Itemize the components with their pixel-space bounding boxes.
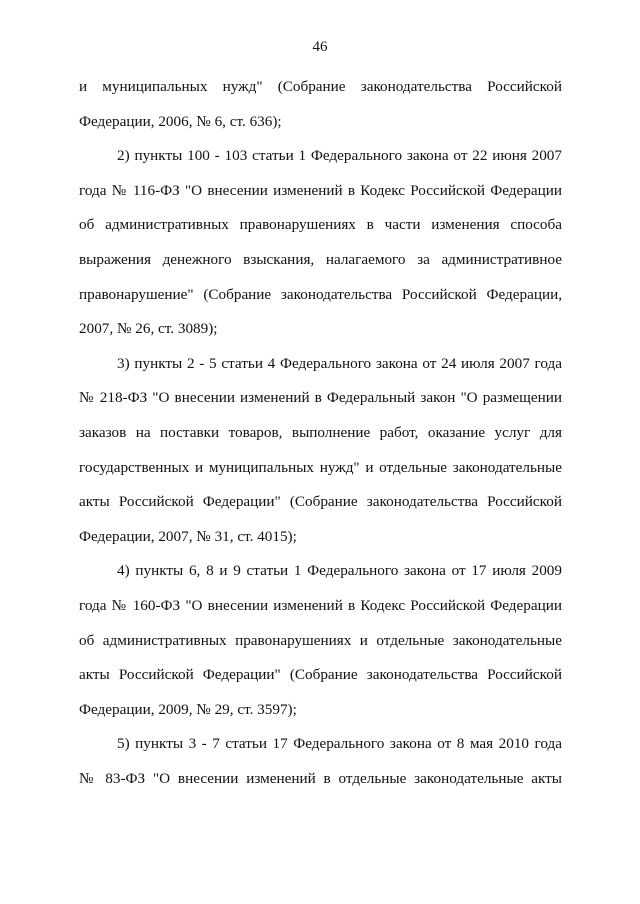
paragraph-item-4: 4) пункты 6, 8 и 9 статьи 1 Федерального закона от 17 июля 2009 года № 160-ФЗ "О внесении изменений в Кодекс Российской Федерации об административных правонарушениях и отдельные законодательные акты Российской Федерации" (Собрание законодательства Российской Федерации, 2009, № 29, ст. 3597); [79, 562, 562, 718]
page-number: 46 [312, 39, 328, 55]
paragraph-item-5-line-1: 5) пункты 3 - 7 статьи 17 Федерального закона от 8 мая 2010 года [117, 735, 562, 753]
paragraph-item-3: 3) пункты 2 - 5 статьи 4 Федерального закона от 24 июля 2007 года № 218-ФЗ "О внесении изменений в Федеральный закон "О размещении заказов на поставки товаров, выполнение работ, оказание услуг для государственных и муниципальных нужд" и отдельные законодательные акты Российской Федерации" (Собрание законодательства Российской Федерации, 2007, № 31, ст. 4015); [79, 354, 562, 545]
paragraph-continuation: и муниципальных нужд" (Собрание законодательства Российской Федерации, 2006, № 6, ст. 636); [79, 78, 562, 130]
paragraph-item-2: 2) пункты 100 - 103 статьи 1 Федерального закона от 22 июня 2007 года № 116-ФЗ "О внесении изменений в Кодекс Российской Федерации об административных правонарушениях в части изменения способа выражения денежного взыскания, налагаемого за административное правонарушение" (Собрание законодательства Российской Федерации, 2007, № 26, ст. 3089); [79, 147, 562, 338]
document-body [79, 70, 562, 796]
paragraph-item-5-line-2: № 83-ФЗ "О внесении изменений в отдельные законодательные акты [79, 769, 562, 787]
